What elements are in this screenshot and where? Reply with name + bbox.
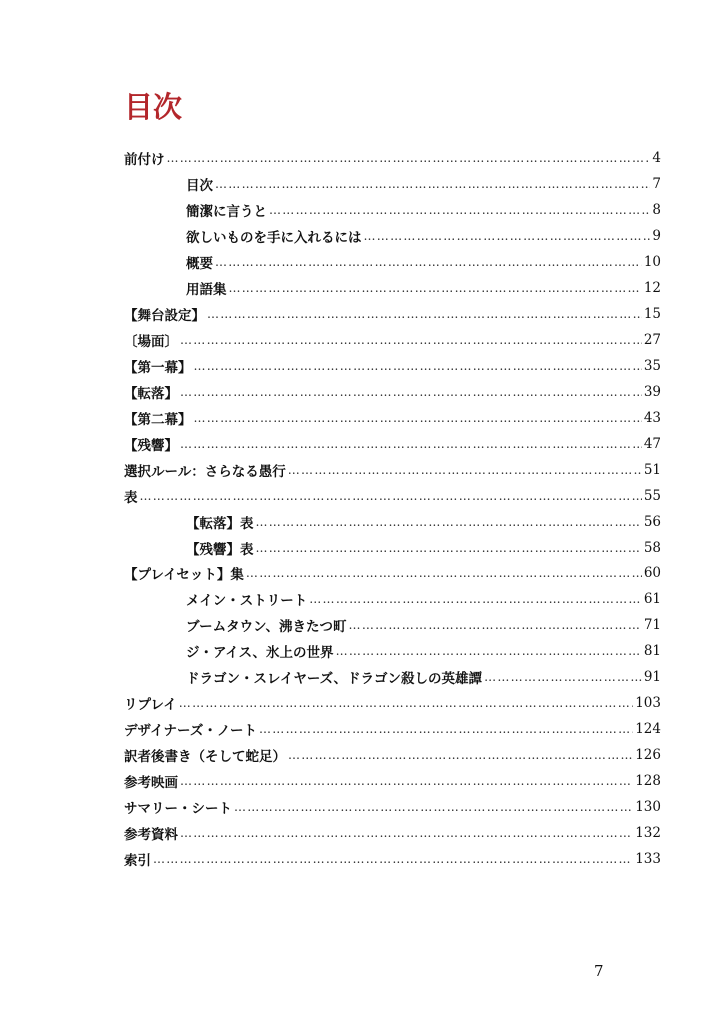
toc-entry-page: 124 xyxy=(635,721,661,738)
toc-entry[interactable] xyxy=(124,275,661,301)
toc-leader-dots xyxy=(364,227,651,245)
toc-leader-dots xyxy=(256,539,642,557)
toc-entry[interactable] xyxy=(124,509,661,535)
toc-entry-page: 55 xyxy=(643,487,661,504)
toc-leader-dots xyxy=(180,772,633,790)
toc-entry-title: 欲しいものを手に入れるには xyxy=(186,229,362,246)
toc-entry[interactable] xyxy=(124,457,661,483)
toc-entry[interactable] xyxy=(124,664,661,690)
toc-entry-page: 58 xyxy=(643,539,661,556)
toc-entry-page: 103 xyxy=(635,695,661,712)
table-of-contents xyxy=(124,145,661,872)
toc-entry-page: 81 xyxy=(643,643,661,660)
toc-leader-dots xyxy=(336,642,642,660)
toc-entry-title: 用語集 xyxy=(186,281,227,298)
toc-entry-page: 60 xyxy=(643,565,661,582)
toc-entry[interactable] xyxy=(124,768,661,794)
toc-entry[interactable] xyxy=(124,483,661,509)
toc-entry-page: 35 xyxy=(643,357,661,374)
toc-entry[interactable] xyxy=(124,405,661,431)
toc-entry[interactable] xyxy=(124,742,661,768)
toc-entry-title: 参考映画 xyxy=(124,775,178,792)
toc-entry-title: 概要 xyxy=(186,255,213,272)
toc-entry[interactable] xyxy=(124,638,661,664)
toc-entry-page: 47 xyxy=(643,435,661,452)
toc-leader-dots xyxy=(259,720,633,738)
toc-entry-title: 【残響】表 xyxy=(186,541,254,558)
toc-entry-title: 【第二幕】 xyxy=(124,411,192,428)
toc-entry-page: 130 xyxy=(635,799,661,816)
toc-entry-page: 132 xyxy=(635,825,661,842)
toc-entry-page: 61 xyxy=(643,591,661,608)
toc-leader-dots xyxy=(246,564,642,582)
toc-entry[interactable] xyxy=(124,145,661,171)
toc-entry-title: 参考資料 xyxy=(124,827,178,844)
toc-entry-page: 7 xyxy=(652,175,661,192)
toc-entry-title: 索引 xyxy=(124,853,151,870)
toc-leader-dots xyxy=(179,694,633,712)
toc-entry[interactable] xyxy=(124,223,661,249)
toc-entry-title: ブームタウン、沸きたつ町 xyxy=(186,619,347,636)
toc-leader-dots xyxy=(256,513,642,531)
toc-leader-dots xyxy=(269,201,650,219)
toc-entry-title: 〔場面〕 xyxy=(124,333,178,350)
toc-entry-title: 【残響】 xyxy=(124,437,178,454)
toc-entry[interactable] xyxy=(124,379,661,405)
toc-entry[interactable] xyxy=(124,846,661,872)
toc-entry[interactable] xyxy=(124,716,661,742)
toc-entry[interactable] xyxy=(124,353,661,379)
toc-entry-page: 51 xyxy=(643,461,661,478)
toc-leader-dots xyxy=(484,668,642,686)
toc-entry[interactable] xyxy=(124,561,661,587)
toc-entry[interactable] xyxy=(124,301,661,327)
page-title: 目次 xyxy=(124,90,183,124)
toc-entry[interactable] xyxy=(124,535,661,561)
toc-leader-dots xyxy=(288,746,633,764)
toc-entry-page: 8 xyxy=(652,201,661,218)
toc-entry-page: 43 xyxy=(643,409,661,426)
toc-entry-title: リプレイ xyxy=(124,697,177,714)
toc-entry-title: 【第一幕】 xyxy=(124,359,192,376)
toc-leader-dots xyxy=(215,253,642,271)
toc-leader-dots xyxy=(207,305,642,323)
toc-entry[interactable] xyxy=(124,586,661,612)
toc-leader-dots xyxy=(288,461,642,479)
toc-entry-title: 訳者後書き（そして蛇足） xyxy=(124,749,286,766)
toc-leader-dots xyxy=(180,824,633,842)
toc-leader-dots xyxy=(194,357,642,375)
toc-entry-page: 12 xyxy=(643,279,661,296)
toc-entry-page: 15 xyxy=(643,305,661,322)
toc-entry-page: 133 xyxy=(635,851,661,868)
toc-leader-dots xyxy=(153,850,633,868)
toc-entry-page: 10 xyxy=(643,253,661,270)
toc-entry-title: 【プレイセット】集 xyxy=(124,567,244,584)
toc-entry[interactable] xyxy=(124,197,661,223)
toc-leader-dots xyxy=(180,383,642,401)
toc-entry[interactable] xyxy=(124,171,661,197)
toc-entry[interactable] xyxy=(124,431,661,457)
toc-entry-title: 前付け xyxy=(124,151,165,168)
toc-leader-dots xyxy=(215,175,650,193)
toc-leader-dots xyxy=(194,409,642,427)
toc-entry-title: ドラゴン・スレイヤーズ、ドラゴン殺しの英雄譚 xyxy=(186,671,483,688)
toc-leader-dots xyxy=(180,331,642,349)
toc-entry-page: 91 xyxy=(643,669,661,686)
toc-entry-page: 56 xyxy=(643,513,661,530)
toc-entry-page: 9 xyxy=(652,227,661,244)
toc-entry-title: 【舞台設定】 xyxy=(124,307,205,324)
toc-entry-title: ジ・アイス、氷上の世界 xyxy=(186,645,334,662)
toc-entry-title: サマリー・シート xyxy=(124,801,232,818)
toc-entry-page: 4 xyxy=(652,149,661,166)
toc-leader-dots xyxy=(180,435,642,453)
toc-entry-title: 【転落】表 xyxy=(186,515,254,532)
toc-entry-page: 39 xyxy=(643,383,661,400)
toc-entry-page: 128 xyxy=(635,773,661,790)
toc-leader-dots xyxy=(140,487,642,505)
page-number: 7 xyxy=(594,962,604,980)
toc-entry-page: 126 xyxy=(635,747,661,764)
toc-entry-title: 目次 xyxy=(186,177,213,194)
toc-leader-dots xyxy=(229,279,642,297)
toc-leader-dots xyxy=(309,590,642,608)
toc-entry-title: 簡潔に言うと xyxy=(186,203,267,220)
toc-entry-title: デザイナーズ・ノート xyxy=(124,723,257,740)
toc-leader-dots xyxy=(349,616,642,634)
toc-entry[interactable] xyxy=(124,327,661,353)
toc-leader-dots xyxy=(234,798,633,816)
toc-entry[interactable] xyxy=(124,820,661,846)
toc-entry-title: 選択ルール：さらなる愚行 xyxy=(124,463,286,480)
toc-entry[interactable] xyxy=(124,794,661,820)
toc-entry-title: 表 xyxy=(124,489,138,506)
toc-entry-title: 【転落】 xyxy=(124,385,178,402)
toc-leader-dots xyxy=(167,149,651,167)
toc-entry[interactable] xyxy=(124,249,661,275)
toc-entry-title: メイン・ストリート xyxy=(186,593,308,610)
toc-entry[interactable] xyxy=(124,612,661,638)
toc-entry-page: 27 xyxy=(643,331,661,348)
toc-entry-page: 71 xyxy=(643,617,661,634)
toc-entry[interactable] xyxy=(124,690,661,716)
